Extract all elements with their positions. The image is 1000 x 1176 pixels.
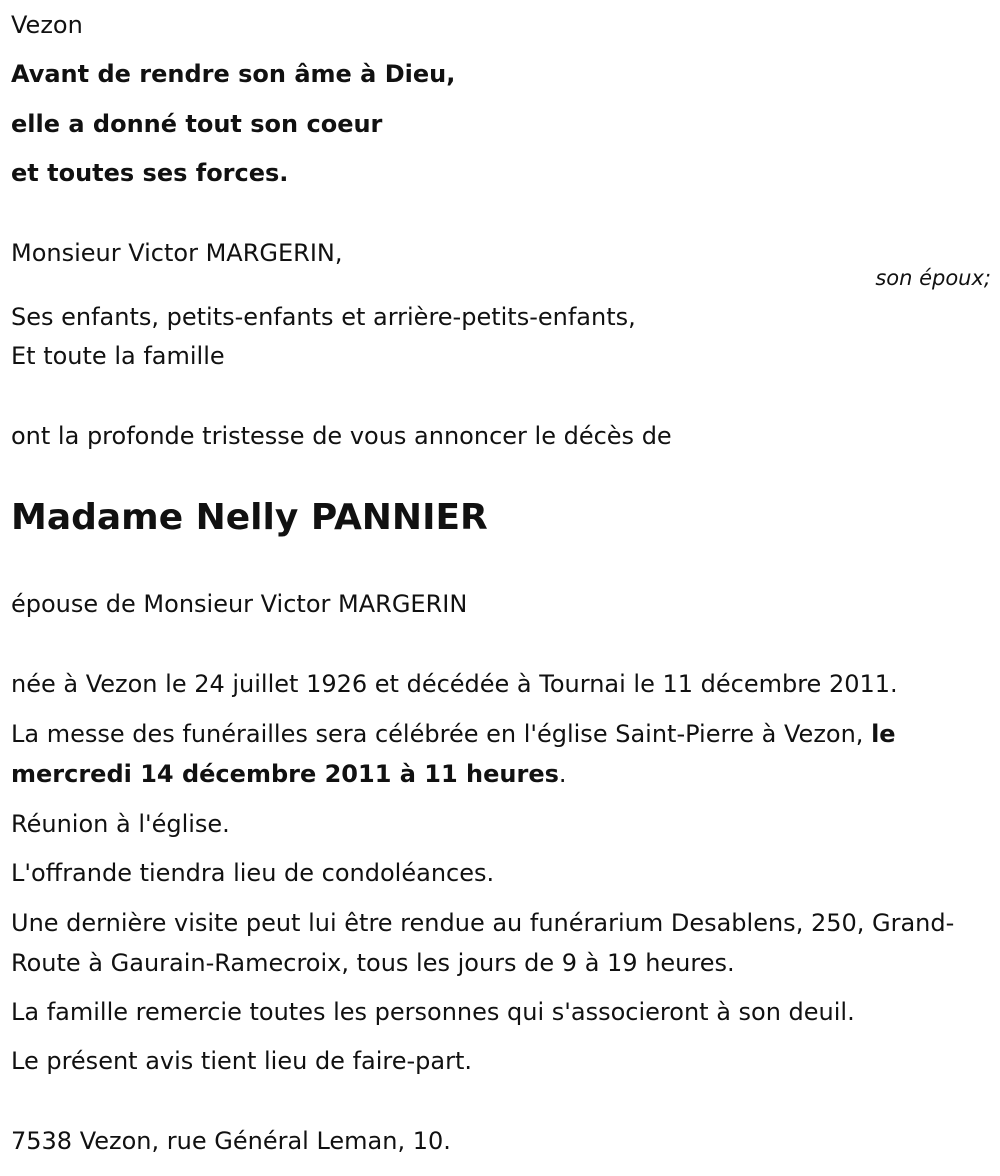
funeral-mass-paragraph: [11, 714, 986, 794]
birth-death-line: née à Vezon le 24 juillet 1926 et décédée à Tournai le 11 décembre 2011.: [11, 670, 898, 698]
mass-datetime: le mercredi 14 décembre 2011 à 11 heures: [11, 720, 896, 788]
meeting-line: Réunion à l'église.: [11, 810, 230, 838]
mass-intro: La messe des funérailles sera célébrée en l'église Saint-Pierre à Vezon,: [11, 720, 872, 748]
town-header: Vezon: [11, 11, 83, 39]
visit-paragraph: Une dernière visite peut lui être rendue au funérarium Desablens, 250, Grand-Route à Gaurain-Ramecroix, tous les jours de 9 à 19 heures.: [11, 909, 955, 977]
address-line: 7538 Vezon, rue Général Leman, 10.: [11, 1127, 451, 1155]
children-line: Ses enfants, petits-enfants et arrière-petits-enfants,: [11, 303, 636, 331]
mass-end: .: [558, 760, 567, 788]
quote-line-3: et toutes ses forces.: [11, 159, 289, 187]
spouse-relation: son époux;: [875, 266, 991, 290]
offering-line: L'offrande tiendra lieu de condoléances.: [11, 859, 495, 887]
spouse-of-line: épouse de Monsieur Victor MARGERIN: [11, 590, 468, 618]
quote-line-1: Avant de rendre son âme à Dieu,: [11, 60, 456, 88]
quote-line-2: elle a donné tout son coeur: [11, 110, 383, 138]
announcement-text: ont la profonde tristesse de vous annoncer le décès de: [11, 422, 672, 450]
deceased-name: Madame Nelly PANNIER: [11, 497, 488, 538]
family-line: Et toute la famille: [11, 342, 225, 370]
spouse-name: Monsieur Victor MARGERIN,: [11, 239, 343, 267]
thanks-line: La famille remercie toutes les personnes qui s'associeront à son deuil.: [11, 998, 855, 1026]
notice-line: Le présent avis tient lieu de faire-part.: [11, 1047, 473, 1075]
